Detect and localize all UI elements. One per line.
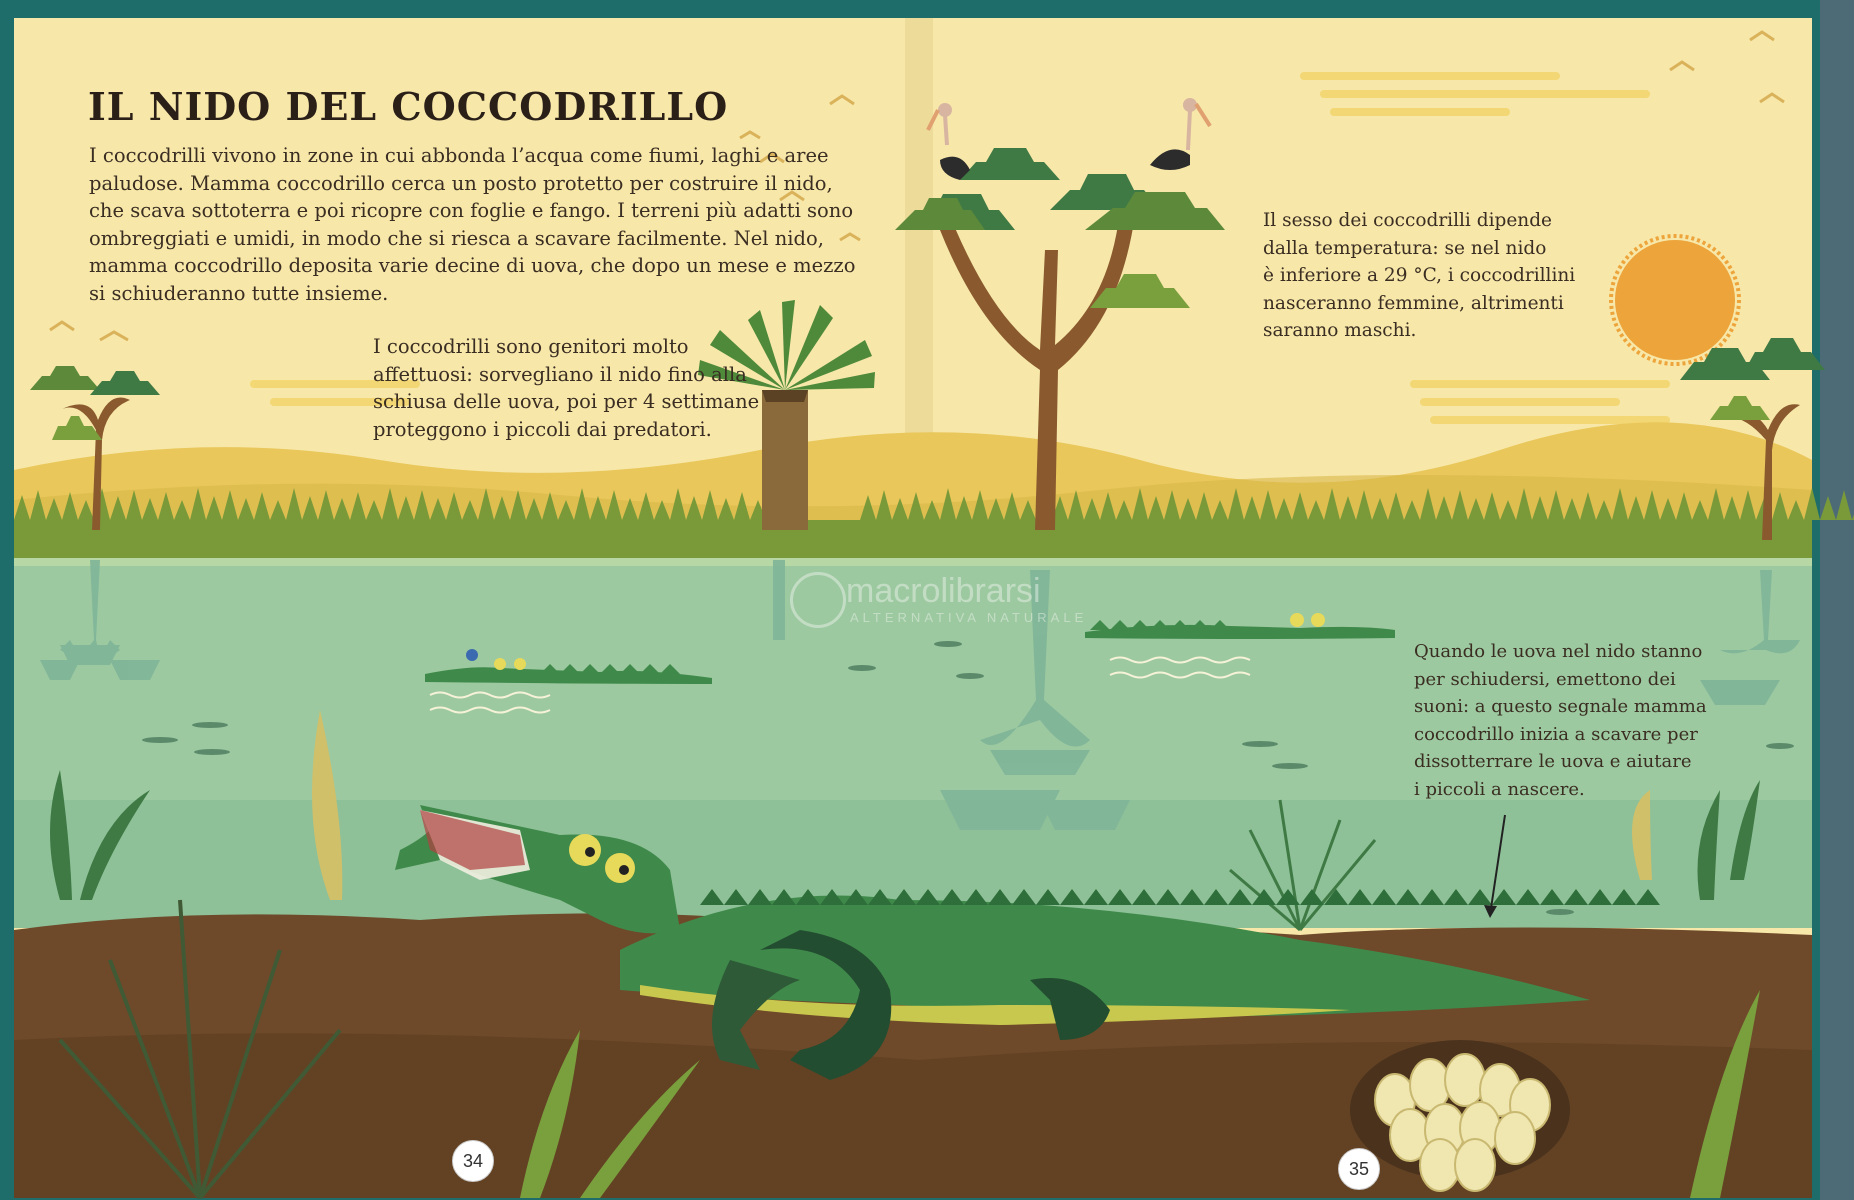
watermark-name: macrolibrarsi [846, 572, 1041, 610]
page-number-right: 35 [1338, 1148, 1380, 1190]
intro-paragraph: I coccodrilli vivono in zone in cui abbonda l’acqua come fiumi, laghi e aree paludose. Mamma coccodrillo cerca un posto protetto per costruire il nido, che scava sottoterra e poi ricopre con foglie e fango. I terreni più adatti sono ombreggiati e umidi, in modo che si riesca a scavare facilmente. Nel nido, mamma coccodrillo deposita varie decine di uova, che dopo un mese e mezzo si schiuderanno tutte insieme. [89, 144, 856, 305]
eggs-paragraph: Quando le uova nel nido stanno per schiudersi, emettono dei suoni: a questo segnale mamma coccodrillo inizia a scavare per dissotterrare le uova e aiutare i piccoli a nascere. [1414, 641, 1707, 800]
watermark [790, 572, 1090, 632]
page-title: IL NIDO DEL COCCODRILLO [88, 84, 729, 129]
watermark-tagline: ALTERNATIVA NATURALE [850, 610, 1088, 625]
parents-paragraph: I coccodrilli sono genitori molto affettuosi: sorvegliano il nido fino alla schiusa delle uova, poi per 4 settimane proteggono i piccoli dai predatori. [373, 335, 760, 441]
sex-paragraph: Il sesso dei coccodrilli dipende dalla temperatura: se nel nido è inferiore a 29 °C, i coccodrillini nasceranno femmine, altrimenti saranno maschi. [1263, 210, 1576, 341]
watermark-logo-icon [790, 572, 846, 628]
page-number-left: 34 [452, 1140, 494, 1182]
grass-band [14, 520, 1812, 560]
